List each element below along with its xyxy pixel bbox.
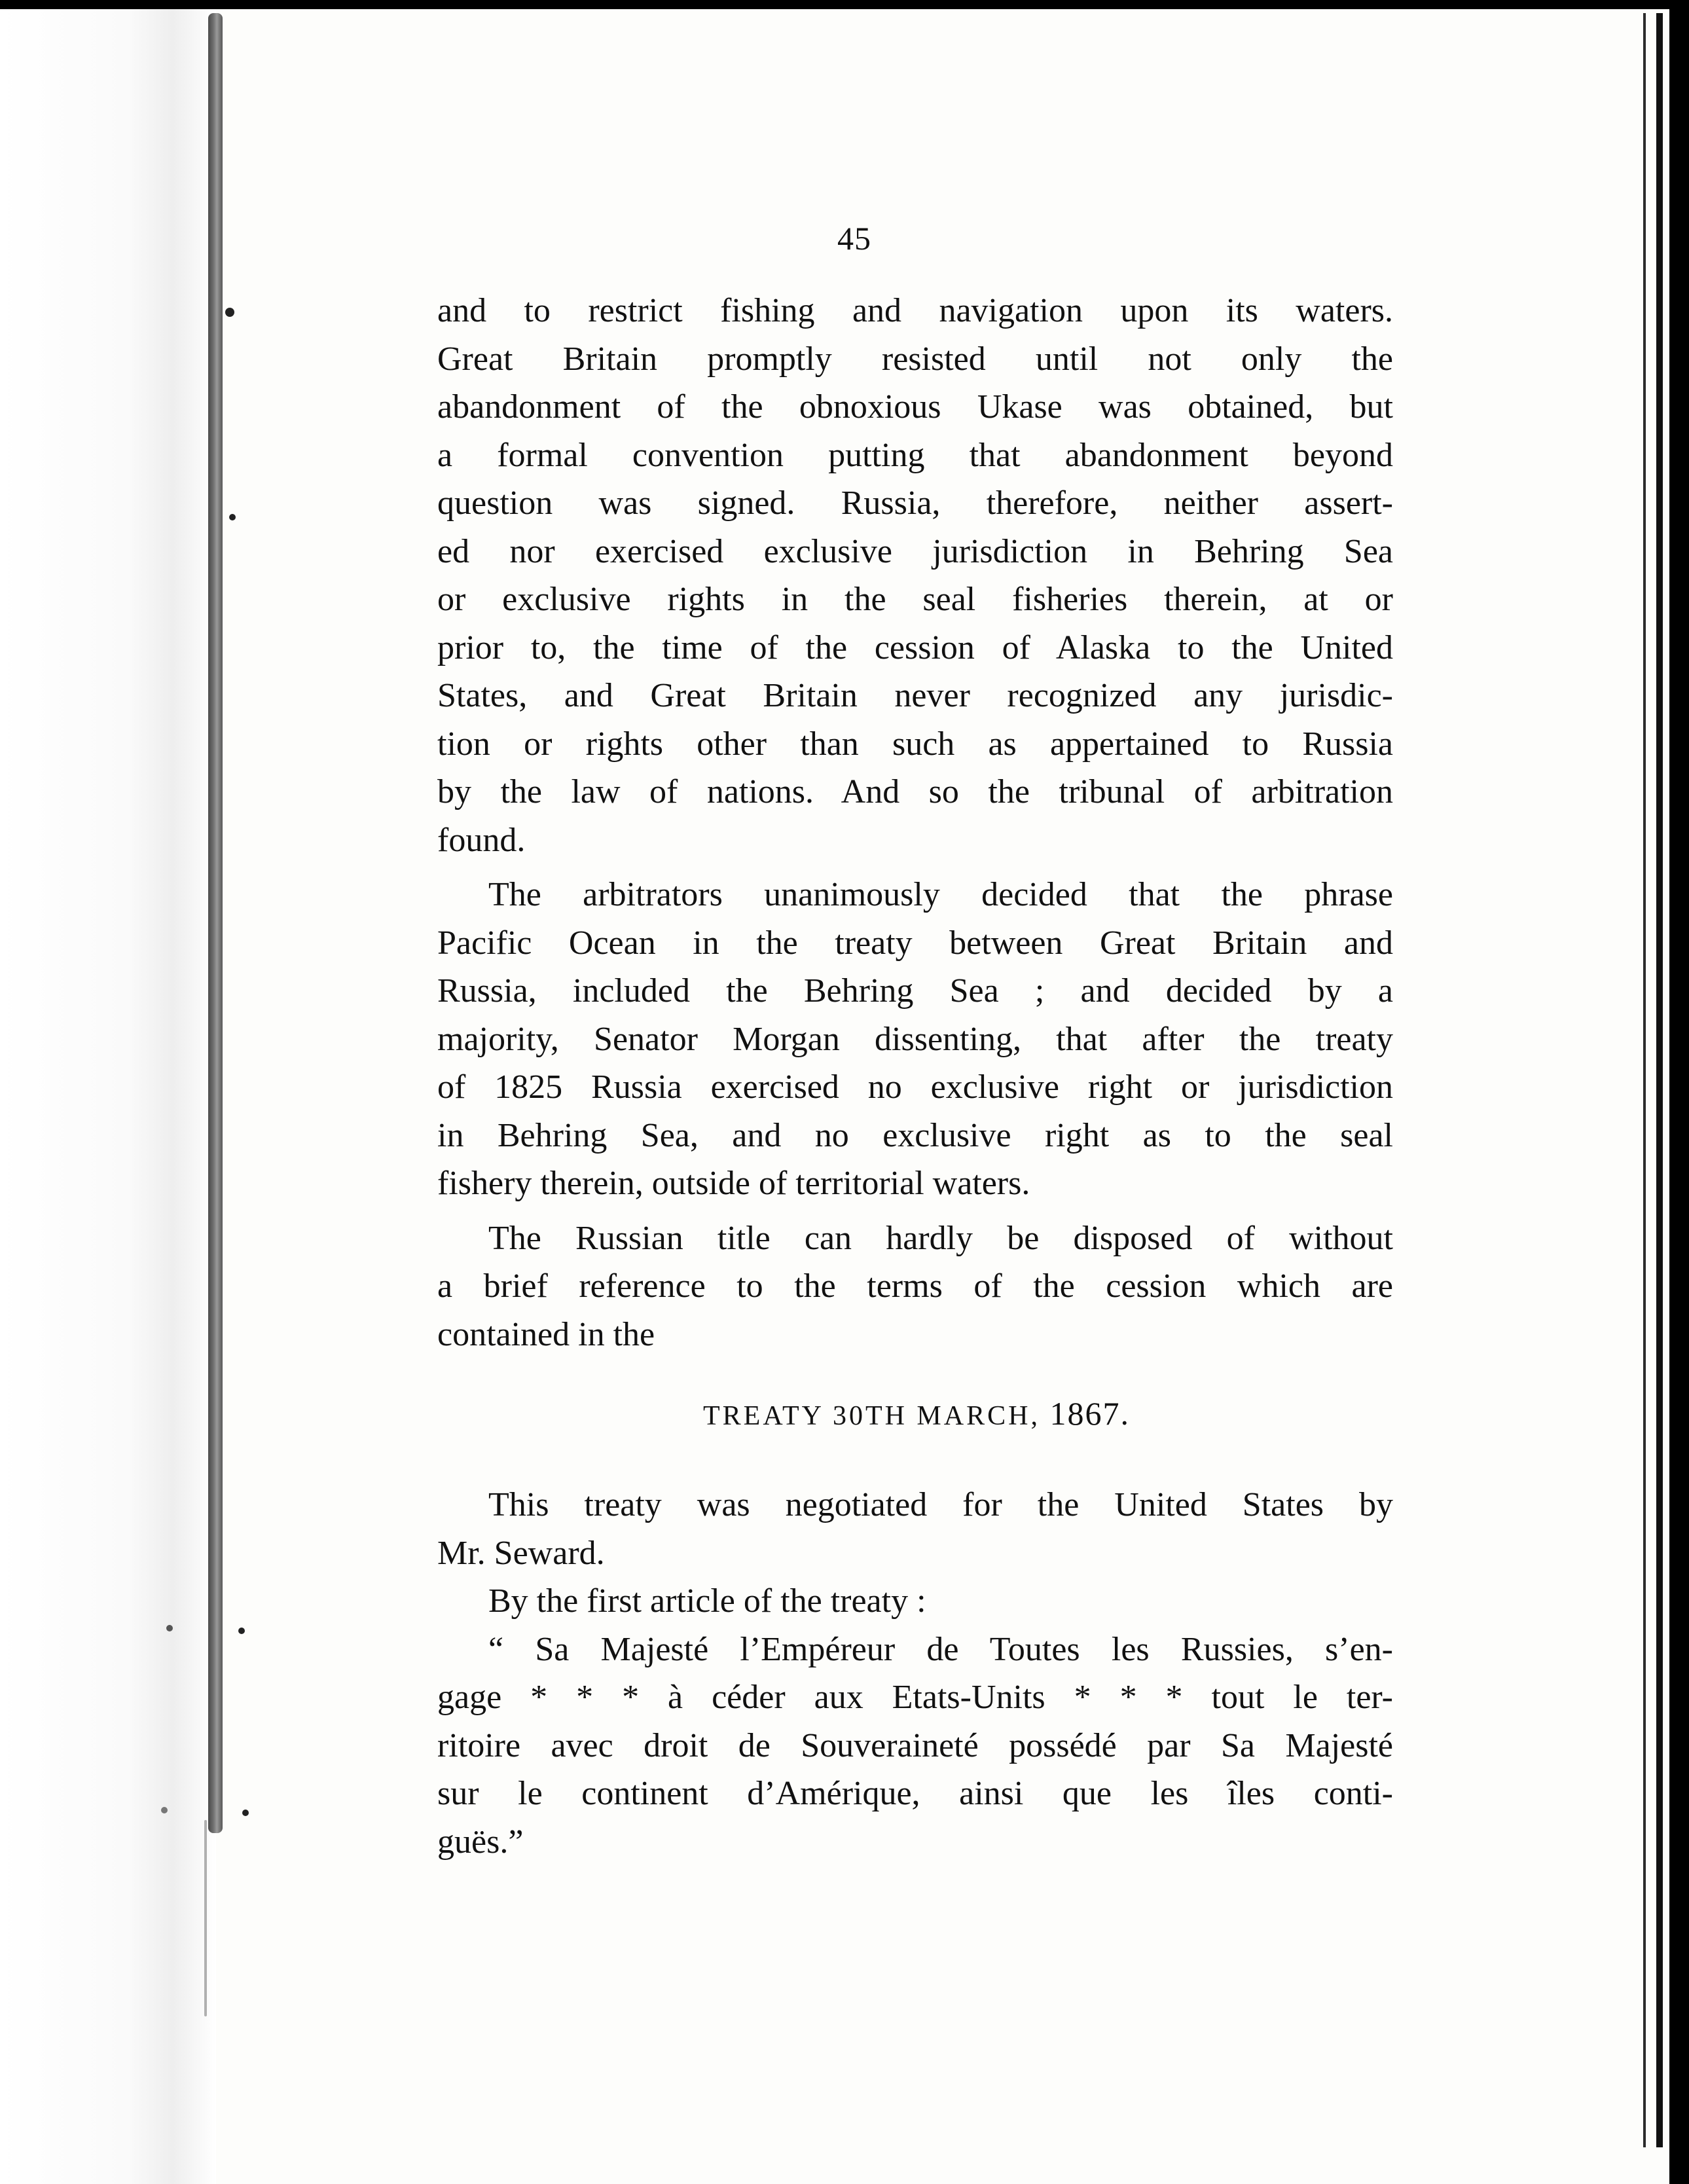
gutter-mark [166,1625,173,1631]
text-line: ed nor exercised exclusive jurisdiction in Behring Sea [437,532,1393,570]
text-line: The Russian title can hardly be disposed of without [488,1219,1393,1257]
page-number: 45 [837,220,871,257]
main-text-block [437,287,1393,1358]
gutter-mark [225,308,234,317]
text-line: a formal convention putting that abandonment beyond [437,436,1393,474]
text-line: States, and Great Britain never recognized any jurisdic- [437,677,1393,714]
binding-spine [208,13,223,1833]
text-line: Mr. Seward. [437,1534,605,1572]
text-line: fishery therein, outside of territorial waters. [437,1165,1030,1202]
text-line: tion or rights other than such as appertained to Russia [437,725,1393,763]
binding-shadow [0,0,216,2184]
text-line: or exclusive rights in the seal fisheries therein, at or [437,581,1393,618]
text-line: Pacific Ocean in the treaty between Great Britain and [437,924,1393,962]
paragraph-5 [437,1577,1393,1626]
section-heading-year: 1867. [1049,1395,1130,1432]
binding-spine-lower [204,1820,207,2016]
text-line: and to restrict fishing and navigation upon its waters. [437,292,1393,329]
gutter-mark [229,514,236,520]
paragraph-6-quotation [437,1626,1393,1866]
paragraph-3 [437,1214,1393,1359]
page-edge-shadow [1656,13,1663,2147]
gutter-mark [161,1807,168,1813]
text-line: abandonment of the obnoxious Ukase was obtained, but [437,388,1393,426]
text-line: in Behring Sea, and no exclusive right as to the seal [437,1116,1393,1154]
text-line: majority, Senator Morgan dissenting, that after the treaty [437,1020,1393,1058]
gutter-mark [242,1810,249,1816]
paragraph-2 [437,871,1393,1208]
text-line: ritoire avec droit de Souveraineté possédé par Sa Majesté [437,1726,1393,1764]
paragraph-1 [437,287,1393,864]
scan-top-border [0,0,1689,9]
text-line: Great Britain promptly resisted until not only the [437,340,1393,378]
section-heading-label: TREATY 30TH MARCH, [703,1401,1040,1431]
paragraph-4 [437,1481,1393,1577]
text-line: found. [437,821,526,859]
text-line: contained in the [437,1315,655,1353]
text-line: guës.” [437,1823,524,1861]
text-line: “ Sa Majesté l’Empéreur de Toutes les Russies, s’en- [488,1630,1393,1668]
scan-right-border [1669,0,1689,2184]
text-line: of 1825 Russia exercised no exclusive right or jurisdiction [437,1068,1393,1106]
secondary-text-block [437,1481,1393,1866]
gutter-mark [238,1628,245,1634]
text-line: Russia, included the Behring Sea ; and decided by a [437,972,1393,1010]
text-line: a brief reference to the terms of the cession which are [437,1267,1393,1305]
text-line: By the first article of the treaty : [488,1582,926,1620]
text-line: The arbitrators unanimously decided that the phrase [488,876,1393,913]
page-edge-line [1643,13,1646,2147]
text-line: This treaty was negotiated for the United States by [488,1486,1393,1523]
section-heading [0,1394,1689,1432]
text-line: sur le continent d’Amérique, ainsi que les îles conti- [437,1775,1393,1812]
text-line: by the law of nations. And so the tribunal of arbitration [437,773,1393,810]
text-line: gage * * * à céder aux Etats-Units * * * tout le ter- [437,1679,1393,1716]
text-line: prior to, the time of the cession of Alaska to the United [437,628,1393,666]
text-line: question was signed. Russia, therefore, neither assert- [437,484,1393,522]
